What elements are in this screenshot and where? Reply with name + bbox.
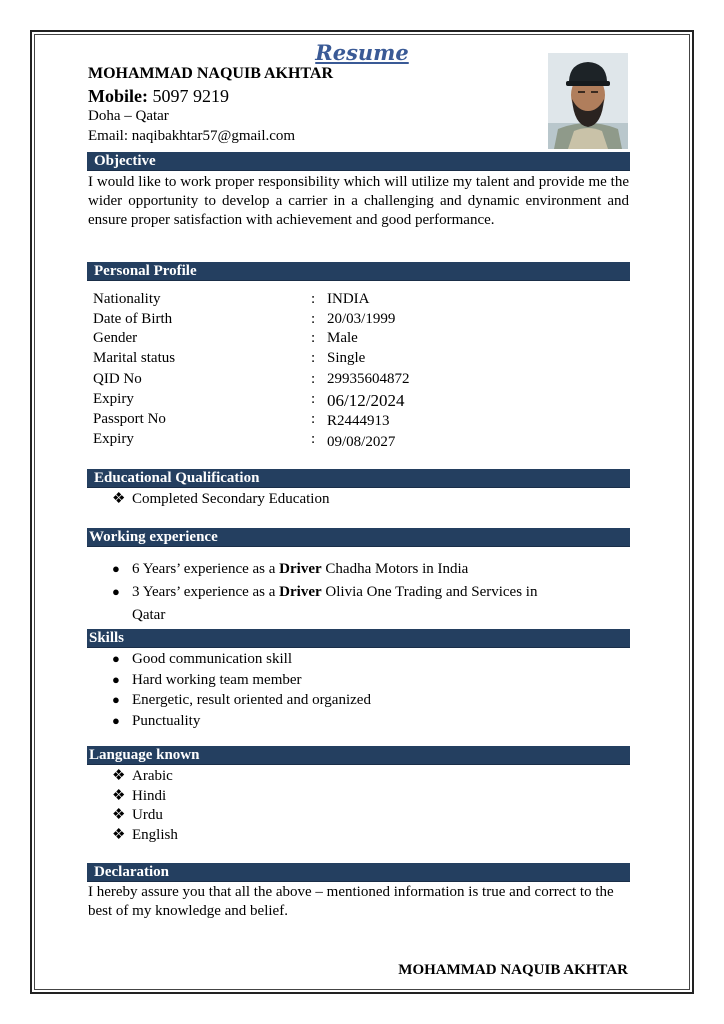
profile-separator: :	[311, 371, 316, 387]
experience-item: ● 6 Years’ experience as a Driver Chadha Motors in India	[112, 561, 469, 577]
diamond-bullet-icon: ❖	[112, 768, 126, 784]
profile-label: QID No	[93, 371, 142, 387]
language-item: ❖ Urdu	[112, 807, 163, 823]
section-header-personal-profile: Personal Profile	[87, 262, 630, 281]
profile-photo	[548, 53, 628, 149]
profile-label: Date of Birth	[93, 311, 173, 327]
skill-item: ● Punctuality	[112, 713, 201, 729]
language-item: ❖ English	[112, 827, 178, 843]
language-item: ❖ Arabic	[112, 768, 173, 784]
profile-label: Marital status	[93, 350, 176, 366]
profile-value: 06/12/2024	[327, 391, 405, 410]
skill-item: ● Good communication skill	[112, 651, 292, 667]
section-header-skills: Skills	[87, 629, 630, 648]
profile-separator: :	[311, 311, 316, 327]
objective-text: I would like to work proper responsibility which will utilize my talent and provide me the wider opportunity to develop a carrier in a challenging and dynamic environment and ensure proper satisfaction with achievement and good performance.	[88, 174, 629, 228]
profile-separator: :	[311, 330, 316, 346]
profile-label: Passport No	[93, 411, 166, 427]
email: Email: naqibakhtar57@gmail.com	[88, 128, 296, 144]
experience-item-continued: Qatar	[132, 607, 166, 623]
section-header-objective: Objective	[87, 152, 630, 171]
section-header-experience: Working experience	[87, 528, 630, 547]
profile-separator: :	[311, 431, 316, 447]
mobile-number: 5097 9219	[152, 86, 229, 106]
profile-label: Gender	[93, 330, 138, 346]
experience-item: ● 3 Years’ experience as a Driver Olivia One Trading and Services in	[112, 584, 538, 600]
profile-separator: :	[311, 391, 316, 407]
profile-value: 29935604872	[327, 371, 410, 387]
profile-value: Male	[327, 330, 358, 346]
diamond-bullet-icon: ❖	[112, 827, 126, 843]
language-item: ❖ Hindi	[112, 788, 167, 804]
bullet-icon: ●	[112, 584, 120, 599]
location: Doha – Qatar	[88, 108, 169, 124]
skill-item: ● Hard working team member	[112, 672, 302, 688]
diamond-bullet-icon: ❖	[112, 807, 126, 823]
skill-item: ● Energetic, result oriented and organized	[112, 692, 371, 708]
profile-label: Nationality	[93, 291, 161, 307]
profile-value: INDIA	[327, 291, 370, 307]
diamond-bullet-icon: ❖	[112, 788, 126, 804]
bullet-icon: ●	[112, 713, 120, 728]
profile-label: Expiry	[93, 431, 134, 447]
section-header-declaration: Declaration	[87, 863, 630, 882]
section-header-education: Educational Qualification	[87, 469, 630, 488]
candidate-name: MOHAMMAD NAQUIB AKHTAR	[88, 65, 334, 82]
profile-separator: :	[311, 350, 316, 366]
mobile-line	[88, 86, 229, 107]
profile-value: 09/08/2027	[327, 434, 396, 450]
section-header-languages: Language known	[87, 746, 630, 765]
profile-separator: :	[311, 291, 316, 307]
profile-value: R2444913	[327, 413, 390, 429]
bullet-icon: ●	[112, 561, 120, 576]
bullet-icon: ●	[112, 692, 120, 707]
bullet-icon: ●	[112, 672, 120, 687]
profile-label: Expiry	[93, 391, 134, 407]
declaration-text: I hereby assure you that all the above – mentioned information is true and correct to the best of my knowledge and belief.	[88, 884, 614, 919]
mobile-label: Mobile:	[88, 86, 148, 106]
bullet-icon: ●	[112, 651, 120, 666]
education-item: ❖ Completed Secondary Education	[112, 491, 330, 507]
signature-name: MOHAMMAD NAQUIB AKHTAR	[398, 962, 628, 978]
diamond-bullet-icon: ❖	[112, 491, 126, 507]
profile-value: 20/03/1999	[327, 311, 396, 327]
profile-value: Single	[327, 350, 366, 366]
profile-separator: :	[311, 411, 316, 427]
resume-title: Resume	[315, 40, 409, 65]
